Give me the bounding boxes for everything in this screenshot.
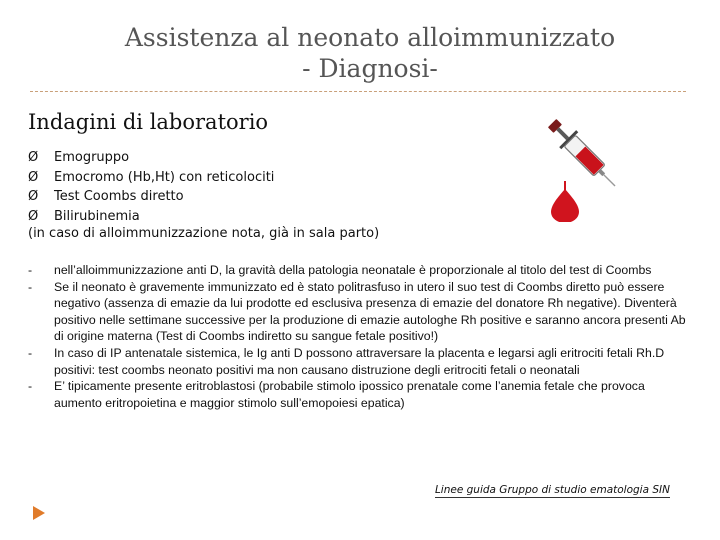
arrow-bullet-icon: Ø (28, 150, 39, 165)
exam-item (28, 187, 274, 207)
exam-label: Emogruppo (54, 150, 130, 165)
title-line-1: Assistenza al neonato alloimmunizzato (124, 23, 616, 52)
exam-label: Emocromo (Hb,Ht) con reticolociti (54, 169, 275, 185)
source-citation: Linee guida Gruppo di studio ematologia SIN (434, 484, 670, 496)
dash-bullet: - (28, 345, 33, 360)
note-item (28, 345, 688, 378)
note-item (28, 279, 688, 345)
dash-bullet: - (28, 263, 33, 277)
dash-bullet: - (28, 279, 33, 294)
arrow-bullet-icon: Ø (28, 189, 39, 204)
exam-item (28, 207, 274, 227)
dash-bullet: - (28, 379, 33, 394)
note-text: E’ tipicamente presente eritroblastosi (probabile stimolo ipossico prenatale come l’anemia fetale che provoca aumento eritropoietina e maggior stimolo sull’emopoiesi epatica) (54, 379, 645, 410)
exam-item (28, 168, 274, 188)
exams-note: (in caso di alloimmunizzazione nota, già in sala parto) (28, 226, 380, 241)
arrow-bullet-icon: Ø (28, 169, 39, 185)
syringe-blood-drop-icon (545, 117, 637, 222)
title-line-2: - Diagnosi- (302, 54, 438, 83)
exam-item (28, 148, 274, 168)
note-item (28, 378, 688, 411)
section-heading: Indagini di laboratorio (28, 110, 269, 134)
notes-list (28, 262, 688, 411)
exam-list (28, 148, 274, 226)
note-text: Se il neonato è gravemente immunizzato ed è stato politrasfuso in utero il suo test di Coombs diretto può essere negativo (assenza di emazie da lui prodotte ed esclusiva presenza di emazie del donatore Rh negative). Diventerà positivo nelle settimane successive per la produzione di emazie autologhe Rh positive e saranno ancora presenti Ab di origine materna (Test di Coombs indiretto su sangue fetale positivo!) (54, 279, 686, 344)
slide-title (60, 22, 680, 84)
arrow-bullet-icon: Ø (28, 208, 39, 224)
title-divider (30, 91, 686, 92)
exam-label: Bilirubinemia (54, 208, 140, 224)
note-item (28, 262, 688, 279)
note-text: nell’alloimmunizzazione anti D, la gravità della patologia neonatale è proporzionale al titolo del test di Coombs (54, 263, 652, 277)
exam-label: Test Coombs diretto (54, 189, 184, 204)
play-triangle-icon[interactable] (33, 506, 45, 520)
note-text: In caso di IP antenatale sistemica, le Ig anti D possono attraversare la placenta e legarsi agli eritrociti fetali Rh.D positivi: test coombs neonato positivi ma non causano distruzione degli eritrociti fetali o neonatali (54, 345, 665, 377)
